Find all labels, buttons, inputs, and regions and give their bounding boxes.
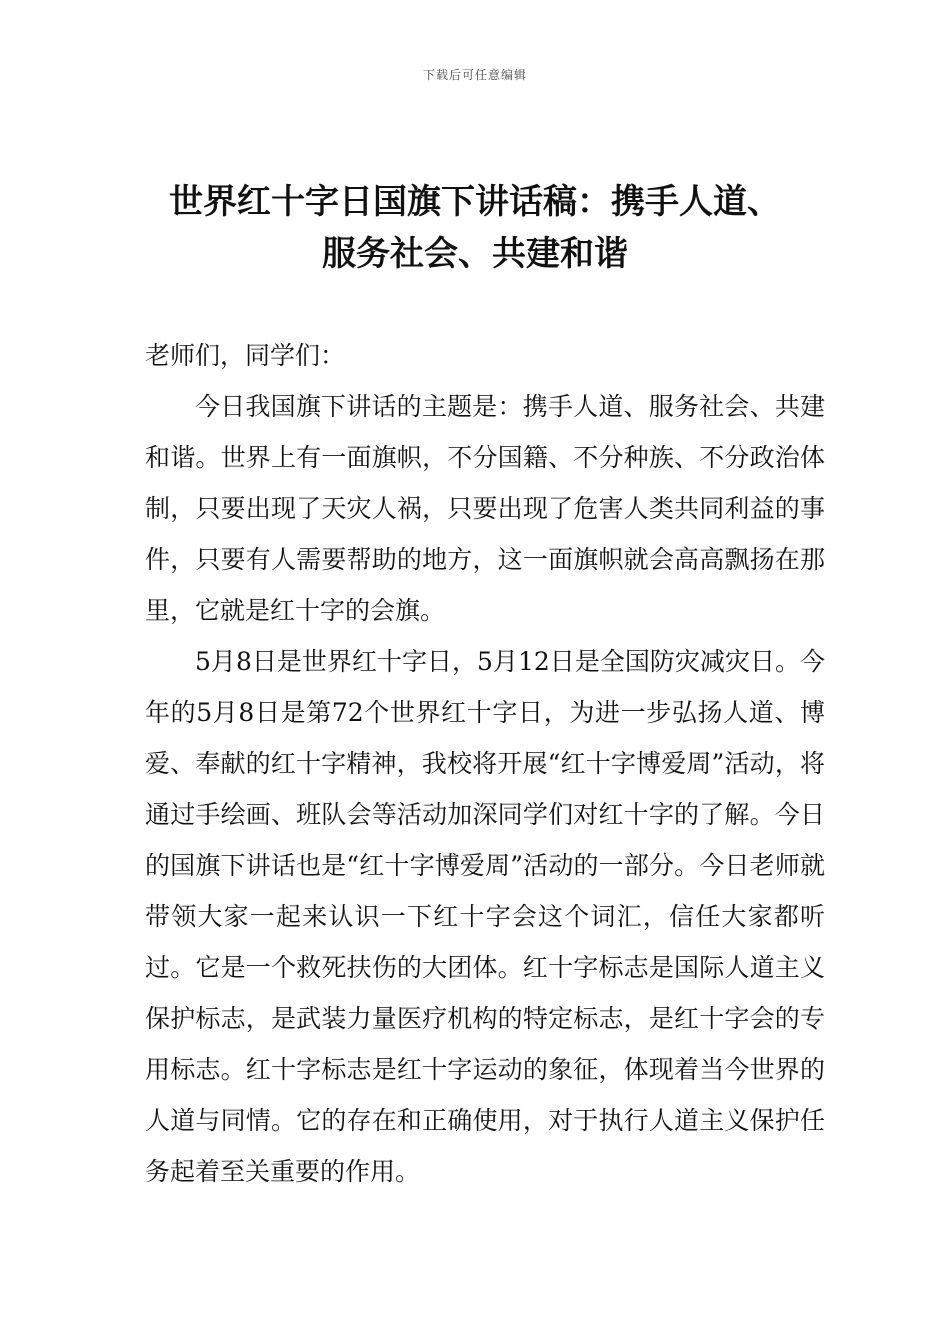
title-line-1: 世界红十字日国旗下讲话稿：携手人道、 (169, 182, 781, 222)
paragraph-red-cross-day: 5月8日是世界红十字日，5月12日是全国防灾减灾日。今年的5月8日是第72个世界红十字日，为进一步弘扬人道、博爱、奉献的红十字精神，我校将开展“红十字博爱周”活动，将通过手绘画、班队会等活动加深同学们对红十字的了解。今日的国旗下讲话也是“红十字博爱周”活动的一部分。今日老师就带领大家一起来认识一下红十字会这个词汇，信任大家都听过。它是一个救死扶伤的大团体。红十字标志是国际人道主义保护标志，是武装力量医疗机构的特定标志，是红十字会的专用标志。红十字标志是红十字运动的象征，体现着当今世界的人道与同情。它的存在和正确使用，对于执行人道主义保护任务起着至关重要的作用。 (145, 647, 825, 1186)
title-line-2: 服务社会、共建和谐 (322, 234, 628, 274)
document-title (120, 176, 830, 280)
document-body (145, 330, 825, 1197)
header-note: 下载后可任意编辑 (422, 68, 527, 82)
salutation: 老师们，同学们： (145, 341, 346, 370)
paragraph-theme: 今日我国旗下讲话的主题是：携手人道、服务社会、共建和谐。世界上有一面旗帜，不分国籍、不分种族、不分政治体制，只要出现了天灾人祸，只要出现了危害人类共同利益的事件，只要有人需要帮助的地方，这一面旗帜就会高高飘扬在那里，它就是红十字的会旗。 (145, 392, 825, 625)
